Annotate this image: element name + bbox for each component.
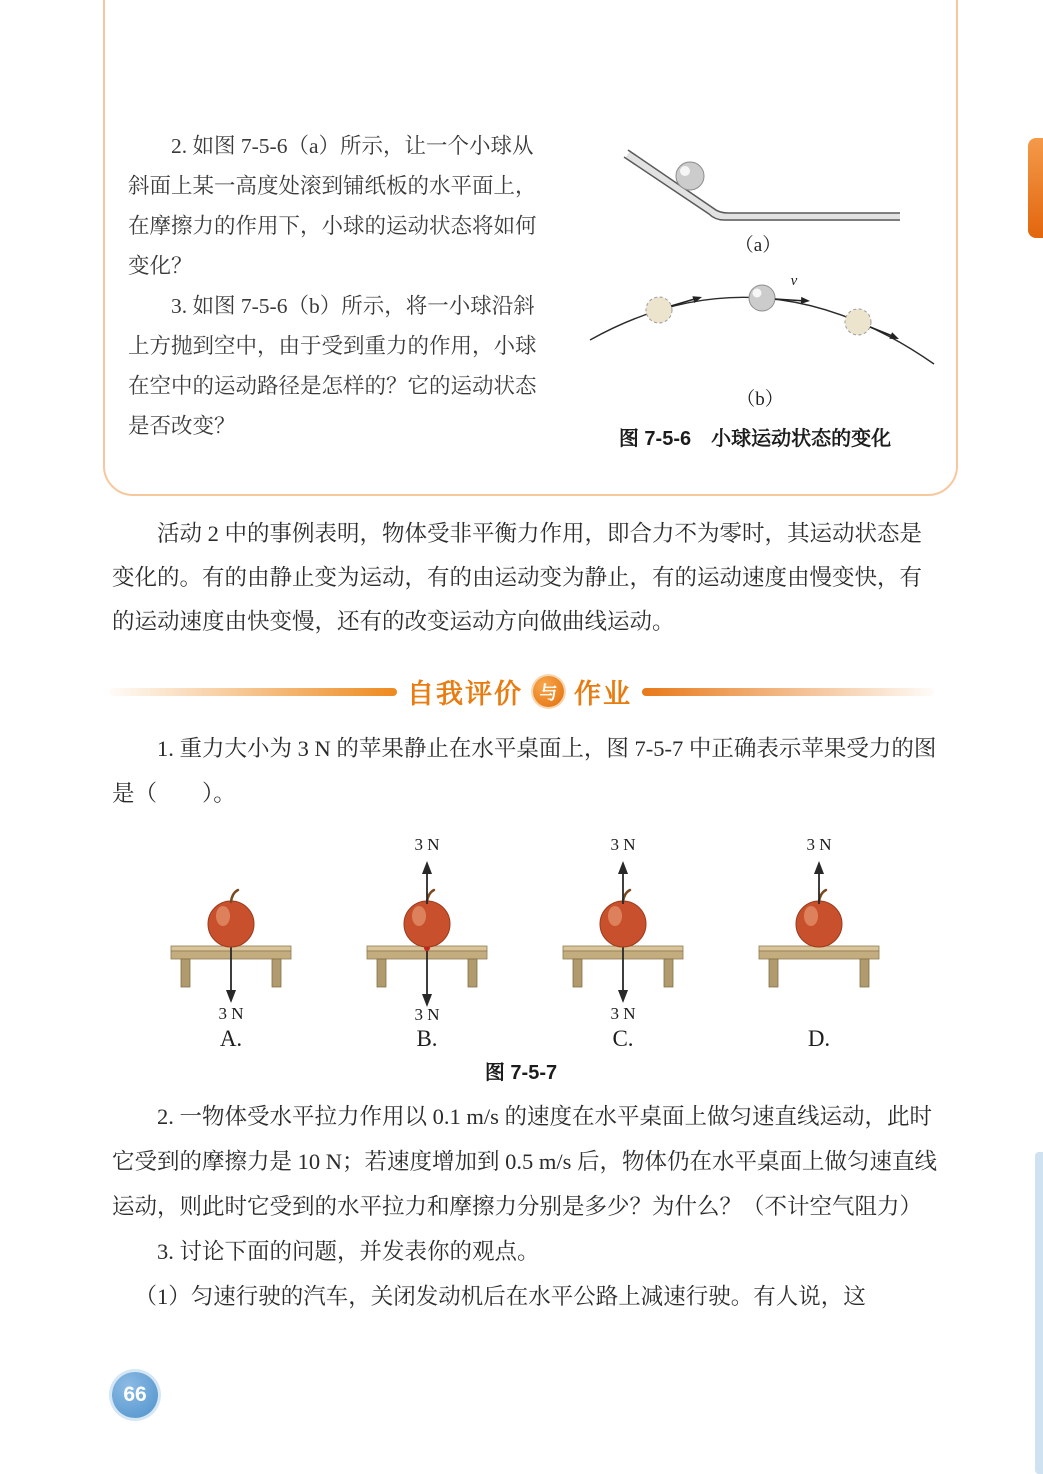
figure-a-label: （a） [734,235,782,256]
option-C-bottom-force-label: 3 N [610,1004,636,1023]
table-leg [468,959,477,987]
apple-stem [623,890,630,902]
page-number-badge: 66 [112,1372,158,1418]
table-leg [181,959,190,987]
velocity-arrowhead-top [801,297,810,305]
question-3-text: 3. 讨论下面的问题，并发表你的观点。 [157,1239,540,1264]
header-bar-right [642,688,934,696]
apple-stem [231,890,238,902]
summary-paragraph: 活动 2 中的事例表明，物体受非平衡力作用，即合力不为零时，其运动状态是变化的。有的由静止变为运动，有的由运动变为静止，有的运动速度由慢变快，有的运动速度由快变慢，还有的改变运动方向做曲线运动。 [112,521,923,634]
ball-on-incline [676,162,704,190]
ball-highlight [680,166,690,176]
header-text-left: 自我评价 [407,679,523,709]
normal-force-arrowhead [618,861,628,874]
force-diagram-A [145,834,317,1024]
option-C [537,834,709,1052]
page-edge-strip [1035,1152,1043,1474]
table-leg [573,959,582,987]
gravity-arrowhead [226,990,236,1003]
option-A-bottom-force-label: 3 N [218,1004,244,1023]
apple-stem [819,890,826,902]
activity-question-3: 3. 如图 7-5-6（b）所示，将一小球沿斜上方抛到空中，由于受到重力的作用，小球在空中的运动路径是怎样的？它的运动状态是否改变？ [128,294,537,438]
apple [404,901,450,947]
ball-falling-dashed [845,309,871,335]
ball-apex [749,285,775,311]
gravity-arrowhead [618,990,628,1003]
force-diagram-D [733,834,905,1024]
apple [600,901,646,947]
option-C-letter: C. [612,1026,634,1051]
option-A-letter: A. [219,1026,243,1051]
table-leg [377,959,386,987]
option-B-letter: B. [416,1026,438,1051]
figure-7-5-6a-incline-diagram [612,140,904,236]
apple-highlight [608,906,622,926]
apple-highlight [216,906,230,926]
apple [796,901,842,947]
table-leg [272,959,281,987]
apple-highlight [804,906,818,926]
apple-highlight [412,906,426,926]
option-B-bottom-force-label: 3 N [414,1005,440,1024]
activity-question-2: 2. 如图 7-5-6（a）所示，让一个小球从斜面上某一高度处滚到铺纸板的水平面上，在摩擦力的作用下，小球的运动状态将如何变化？ [128,134,537,278]
header-badge: 与 [533,676,564,707]
option-C-top-force-label: 3 N [610,835,636,854]
force-diagram-C [537,834,709,1024]
option-D-letter: D. [807,1026,831,1051]
header-text-right: 作业 [574,679,632,709]
figure-b-label: （b） [736,389,784,410]
figure-7-5-6b-projectile-diagram [582,272,938,384]
option-D [733,834,905,1052]
option-D-top-force-label: 3 N [806,835,832,854]
header-bar-left [109,688,397,696]
normal-force-arrowhead [814,861,824,874]
ball-rising-dashed [646,297,672,323]
question-2-text: 2. 一物体受水平拉力作用以 0.1 m/s 的速度在水平桌面上做匀速直线运动，此时它受到的摩擦力是 10 N；若速度增加到 0.5 m/s 后，物体仍在水平桌面上做匀速直线运动，则此时它受到的水平拉力和摩擦力分别是多少？为什么？（不计空气阻力） [112,1104,938,1219]
figure-7-5-7-caption: 图 7-5-7 [484,1062,558,1084]
question-1-options [145,834,905,1052]
table-leg [769,959,778,987]
velocity-label: v [790,273,798,289]
activity-questions [128,126,546,446]
force-diagram-B [341,834,513,1024]
figure-7-5-6-caption: 图 7-5-6 小球运动状态的变化 [618,428,892,450]
table-leg [664,959,673,987]
velocity-arrowhead-right [889,332,900,342]
normal-force-arrowhead [422,861,432,874]
table-front [759,951,879,959]
incline-track-band [628,154,900,217]
option-B [341,834,513,1052]
question-1-text: 1. 重力大小为 3 N 的苹果静止在水平桌面上，图 7-5-7 中正确表示苹果受力的图是（ ）。 [112,736,937,806]
incline-track-bottom-line [624,157,900,220]
ball-apex-highlight [753,289,762,298]
question-3-sub1-text: （1）匀速行驶的汽车，关闭发动机后在水平公路上减速行驶。有人说，这 [134,1284,866,1309]
bottom-questions [112,1094,944,1319]
section-header [0,672,1043,711]
option-A [145,834,317,1052]
table-leg [860,959,869,987]
apple [208,901,254,947]
option-B-top-force-label: 3 N [414,835,440,854]
chapter-tab [1028,138,1043,238]
apple-stem [427,890,434,902]
